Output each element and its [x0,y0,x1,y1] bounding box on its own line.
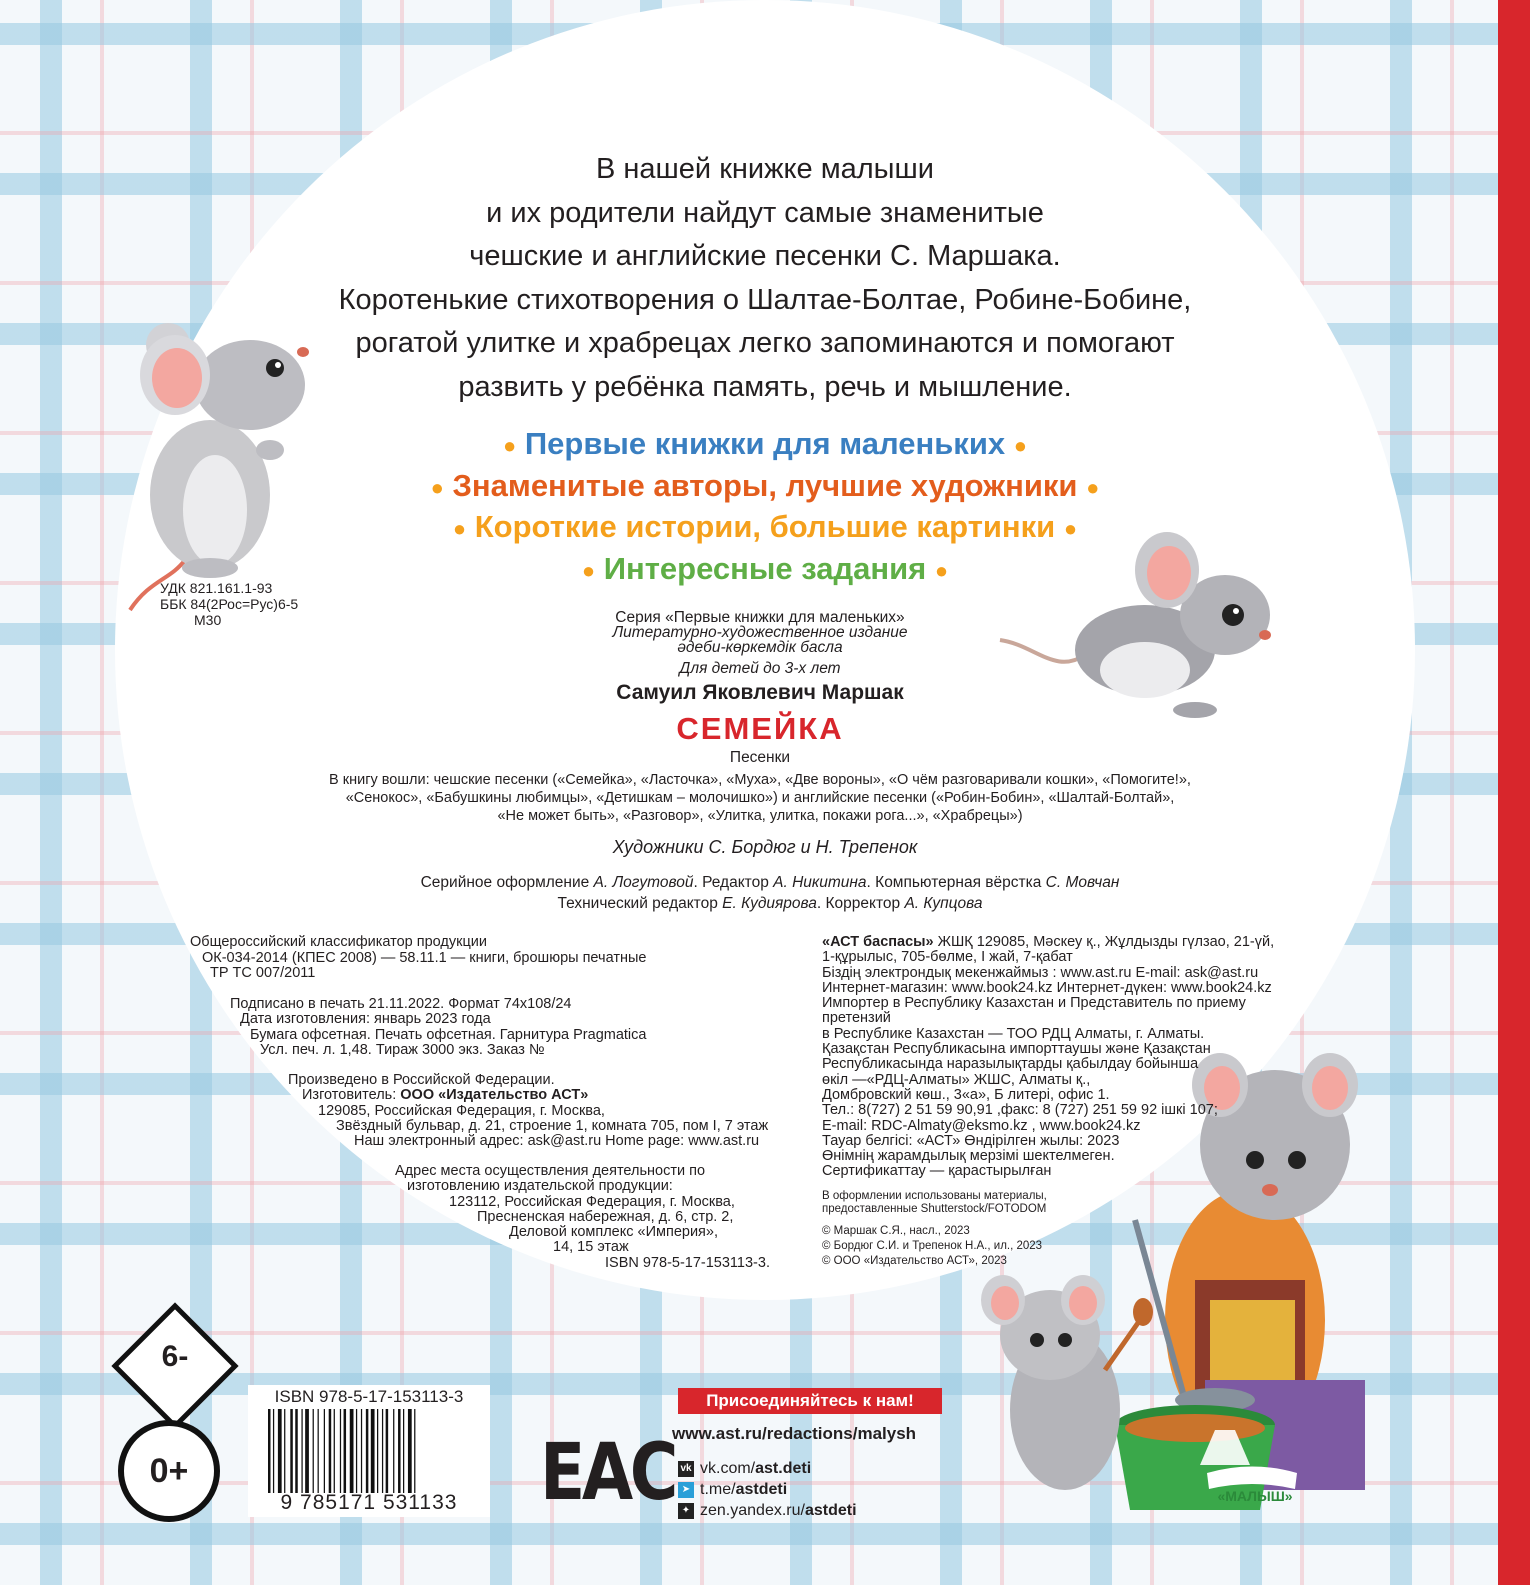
barcode-bars [268,1409,478,1493]
feature-line: ● Знаменитые авторы, лучшие художники ● [430,468,1100,503]
barcode-bar [377,1409,378,1493]
print-info-line: Дата изготовления: январь 2023 года [240,1011,491,1028]
barcode-bar [273,1409,274,1493]
print-info-line: Бумага офсетная. Печать офсетная. Гарнитура Pragmatica [250,1026,647,1043]
barcode-bar [393,1409,394,1493]
udk-line: УДК 821.161.1-93 [160,580,273,596]
classifier-line: ОК-034-2014 (КПЕС 2008) — 58.11.1 — книги, брошюры печатные [202,949,647,966]
contents-block [240,771,1280,825]
kz-line: Сертификаттау — қарастырылған [822,1163,1052,1180]
copyright-line: © Маршак С.Я., насл., 2023 [822,1225,970,1237]
social-link-zen[interactable]: ✦ zen.yandex.ru/ astdeti [678,1502,857,1520]
barcode-bar [371,1409,375,1493]
kz-line: в Республике Казахстан — ТОО РДЦ Алматы, г. Алматы. [822,1025,1205,1042]
malysh-logo-icon [1195,1425,1310,1495]
copyright-block [822,1224,1042,1269]
kz-line: 1-құрылыс, 705-бөлме, I жай, 7-қабат [822,949,1073,966]
address-line: 123112, Российская Федерация, г. Москва, [449,1193,735,1210]
book-title: СЕМЕЙКА [676,711,844,746]
barcode-bar [340,1409,341,1493]
barcode-bar [350,1409,354,1493]
barcode-bar [408,1409,412,1493]
barcode-bar [366,1409,369,1493]
kz-info-block [822,935,1342,1180]
series-name: Серия «Первые книжки для маленьких» [615,609,905,626]
producer-line: 129085, Российская Федерация, г. Москва, [318,1102,605,1119]
barcode-isbn: ISBN 978-5-17-153113-3 [274,1387,464,1406]
social-link-telegram[interactable]: ➤ t.me/ astdeti [678,1481,787,1499]
barcode-bar [313,1409,314,1493]
producer-name-line: Изготовитель: ООО «Издательство АСТ» [302,1087,589,1104]
age-badge-6: 6- [161,1340,189,1373]
intro-line: Коротенькие стихотворения о Шалтае-Болтае, Робине-Бобине, [338,283,1192,316]
address-line: изготовлению издательской продукции: [407,1178,673,1195]
kz-line: Импортер в Республику Казахстан и Представитель по приему [822,995,1246,1012]
barcode-bar [344,1409,347,1493]
barcode-bar [295,1409,298,1493]
barcode-bar [361,1409,362,1493]
barcode-bar [278,1409,282,1493]
classifier-line: Общероссийский классификатор продукции [190,934,487,950]
kz-line: өкіл —«РДЦ-Алматы» ЖШС, Алматы қ., [822,1071,1091,1088]
barcode-digits: 9 785171 531133 [280,1491,458,1514]
address-line: Адрес места осуществления деятельности по [395,1163,706,1179]
series-block [560,610,960,655]
social-link-vk[interactable]: vk vk.com/ ast.deti [678,1460,811,1478]
vk-icon: vk [678,1461,694,1477]
age-badge-0: 0+ [118,1420,220,1522]
barcode-bar [318,1409,319,1493]
kz-line: Тел.: 8(727) 2 51 59 90,91 ,факс: 8 (727) 251 59 92 ішкі 107; [822,1102,1218,1119]
kz-line: Тауар белгісі: «АСТ» Өндірілген жылы: 2023 [822,1132,1120,1149]
barcode-bar [386,1409,389,1493]
print-info-block [230,997,790,1058]
credits-line-2: Технический редактор Е. Кудиярова. Корректор А. Купцова [557,895,983,912]
barcode-bar [290,1409,293,1493]
intro-line: В нашей книжке малыши [596,153,934,185]
feature-line: ● Первые книжки для маленьких ● [502,426,1028,461]
barcode-bar [334,1409,335,1493]
barcode-bar [414,1409,415,1493]
barcode-bar [268,1409,271,1493]
barcode-bar [382,1409,383,1493]
contents-line: В книгу вошли: чешские песенки («Семейка», «Ласточка», «Муха», «Две вороны», «О чём разговаривали кошки», «Помогите!», [329,772,1191,788]
barcode-bar [301,1409,302,1493]
intro-line: рогатой улитке и храбрецах легко запоминаются и помогают [355,327,1175,359]
made-in-line: Произведено в Российской Федерации. [288,1072,555,1088]
barcode-bar [284,1409,285,1493]
materials-note [822,1190,1047,1215]
bbk-line: ББК 84(2Рос=Рус)6-5 [160,596,299,612]
udk-block [160,580,298,628]
classifier-block [190,935,750,982]
feature-line: ● Короткие истории, большие картинки ● [452,509,1078,544]
producer-block [288,1073,828,1149]
book-spine-strip [1498,0,1530,1585]
kz-line: «АСТ баспасы» ЖШҚ 129085, Мәскеу қ., Жұлдызды гүлзао, 21-үй, [822,934,1275,950]
kz-line: Домбровский көш., 3«а», Б литері, офис 1. [822,1086,1110,1103]
barcode-bar [398,1409,401,1493]
print-info-line: Подписано в печать 21.11.2022. Формат 74х108/24 [230,996,572,1012]
print-info-line: Усл. печ. л. 1,48. Тираж 3000 экз. Заказ № [260,1041,545,1058]
isbn-line: ISBN 978-5-17-153113-3. [605,1254,770,1271]
age-note: Для детей до 3-х лет [679,660,841,677]
barcode-bar [324,1409,325,1493]
intro-line: и их родители найдут самые знаменитые [486,196,1044,229]
address-line: Деловой комплекс «Империя», [509,1224,719,1241]
book-subtitle: Песенки [729,749,791,766]
edition-kz: әдеби-көркемдік басла [677,639,843,656]
barcode [248,1385,490,1517]
feature-line: ● Интересные задания ● [581,551,949,586]
copyright-line: © ООО «Издательство АСТ», 2023 [822,1255,1007,1267]
intro-paragraph [260,148,1270,409]
materials-line: предоставленные Shutterstock/FOTODOM [822,1202,1047,1215]
zen-icon: ✦ [678,1503,694,1519]
kz-line: Республикасында наразылықтарды қабылдау бойынша [822,1056,1199,1073]
barcode-bar [403,1409,404,1493]
credits-line-1: Серийное оформление А. Логутовой. Редактор А. Никитина. Компьютерная вёрстка С. Мовчан [420,874,1120,891]
kz-line: Қазақстан Республикасына импорттаушы және Қазақстан [822,1041,1211,1058]
kz-line: Интернет-магазин: www.book24.kz Интернет-дүкен: www.book24.kz [822,979,1272,996]
contents-line: «Сенокос», «Бабушкины любимцы», «Детишкам – молочишко») и английские песенки («Робин-Бобин», «Шалтай-Болтай», [345,790,1175,806]
join-banner: Присоединяйтесь к нам! [678,1388,942,1414]
barcode-bar [356,1409,357,1493]
address-line: Пресненская набережная, д. 6, стр. 2, [477,1208,734,1225]
contents-line: «Не может быть», «Разговор», «Улитка, улитка, покажи рога...», «Храбрецы») [497,808,1023,824]
barcode-bar [305,1409,309,1493]
kz-line: Біздің электрондық мекенжаймыз : www.ast.ru E-mail: ask@ast.ru [822,964,1259,981]
materials-line: В оформлении использованы материалы, [822,1190,1047,1202]
kz-line: Өнімнің жарамдылық мерзімі шектелмеген. [822,1148,1115,1165]
producer-line: Звёздный бульвар, д. 21, строение 1, комната 705, пом I, 7 этаж [336,1117,769,1134]
classifier-line: ТР ТС 007/2011 [210,965,316,981]
index-line: М30 [194,612,222,628]
copyright-line: © Бордюг С.И. и Трепенок Н.А., ил., 2023 [822,1240,1043,1252]
credits-block [290,872,1250,914]
producer-line: Наш электронный адрес: ask@ast.ru Home page: www.ast.ru [354,1133,760,1150]
edition-ru: Литературно-художественное издание [612,624,908,641]
telegram-icon: ➤ [678,1482,694,1498]
website-link[interactable]: www.ast.ru/redactions/malysh [672,1424,917,1443]
kz-line: E-mail: RDC-Almaty@eksmo.kz , www.book24.kz [822,1117,1141,1134]
address-line: 14, 15 этаж [553,1239,629,1256]
kz-line: претензий [822,1010,891,1027]
intro-line: чешские и английские песенки С. Маршака. [469,240,1061,272]
author-name: Самуил Яковлевич Маршак [616,681,904,704]
intro-line: развить у ребёнка память, речь и мышление. [458,370,1072,403]
artists-line: Художники С. Бордюг и Н. Трепенок [612,837,918,857]
barcode-bar [329,1409,332,1493]
malysh-logo-text: «МАЛЫШ» [1217,1488,1293,1504]
eac-mark: EAC [540,1428,676,1518]
address-block [395,1164,815,1271]
